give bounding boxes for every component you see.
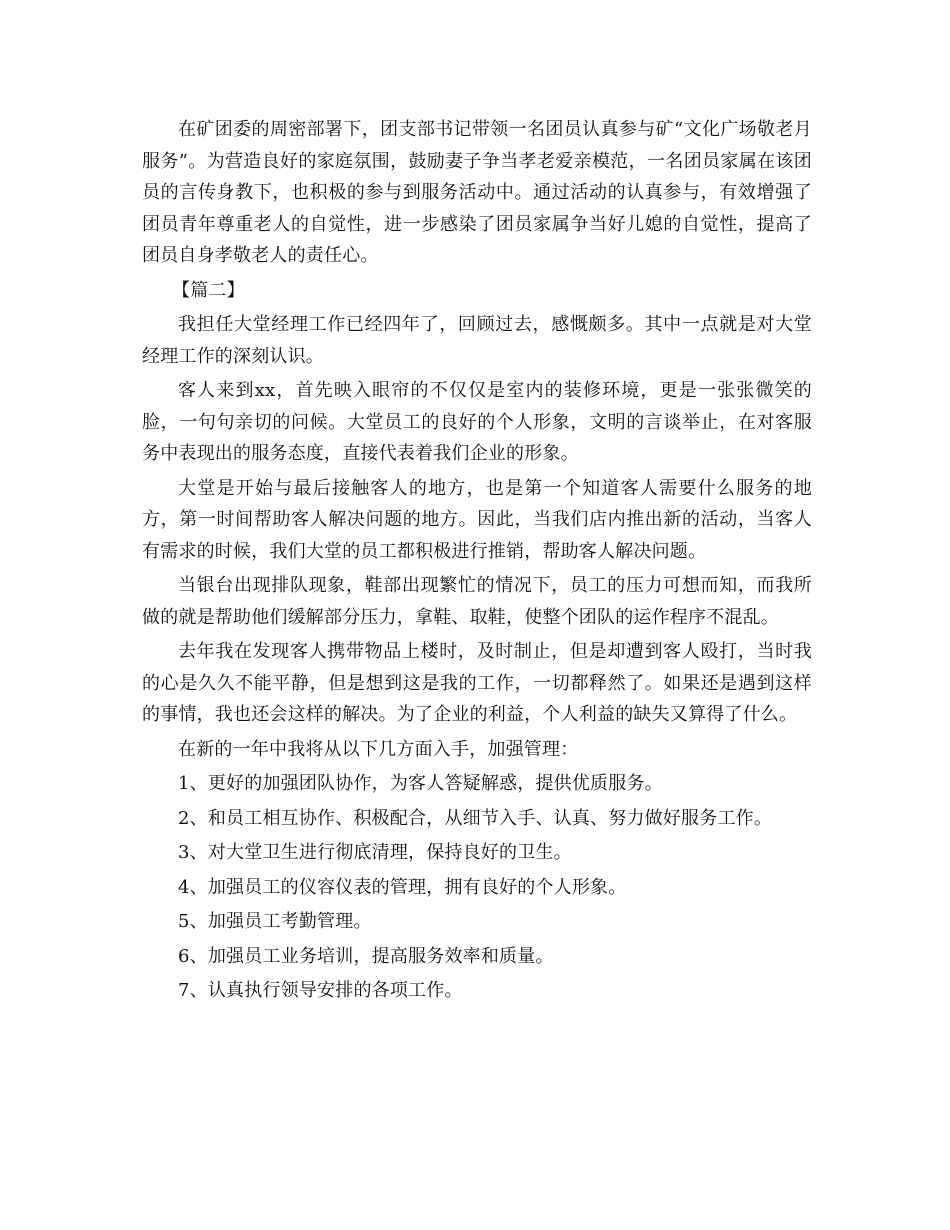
paragraph: 我担任大堂经理工作已经四年了，回顾过去，感慨颇多。其中一点就是对大堂经理工作的深刻认识。 (142, 314, 812, 367)
list-item: 4、加强员工的仪容仪表的管理，拥有良好的个人形象。 (178, 876, 627, 898)
paragraph: 大堂是开始与最后接触客人的地方，也是第一个知道客人需要什么服务的地方，第一时间帮助客人解决问题的地方。因此，当我们店内推出新的活动，当客人有需求的时候，我们大堂的员工都积极进行推销，帮助客人解决问题。 (142, 477, 812, 562)
paragraph: 在新的一年中我将从以下几方面入手，加强管理： (178, 738, 579, 760)
list-item: 1、更好的加强团队协作，为客人答疑解惑，提供优质服务。 (178, 773, 663, 794)
list-item: 3、对大堂卫生进行彻底清理，保持良好的卫生。 (178, 842, 572, 863)
list-item: 6、加强员工业务培训，提高服务效率和质量。 (178, 945, 554, 967)
paragraph: 在矿团委的周密部署下，团支部书记带领一名团员认真参与矿“文化广场敬老月服务”。为营造良好的家庭氛围，鼓励妻子争当孝老爱亲模范，一名团员家属在该团员的言传身教下，也积极的参与到服务活动中。通过活动的认真参与，有效增强了团员青年尊重老人的自觉性，进一步感染了团员家属争当好儿媳的自觉性，提高了团员自身孝敬老人的责任心。 (142, 119, 812, 266)
paragraph: 客人来到xx，首先映入眼帘的不仅仅是室内的装修环境，更是一张张微笑的脸，一句句亲切的问候。大堂员工的良好的个人形象，文明的言谈举止，在对客服务中表现出的服务态度，直接代表着我们企业的形象。 (142, 380, 812, 464)
section-heading: 【篇二】 (172, 279, 245, 301)
list-item: 2、和员工相互协作、积极配合，从细节入手、认真、努力做好服务工作。 (178, 807, 773, 829)
document-page (142, 114, 812, 1010)
paragraph: 去年我在发现客人携带物品上楼时，及时制止，但是却遭到客人殴打，当时我的心是久久不能平静，但是想到这是我的工作，一切都释然了。如果还是遇到这样的事情，我也还会这样的解决。为了企业的利益，个人利益的缺失又算得了什么。 (142, 641, 812, 725)
list-item: 5、加强员工考勤管理。 (178, 911, 372, 932)
list-item: 7、认真执行领导安排的各项工作。 (178, 980, 463, 1001)
paragraph: 当银台出现排队现象，鞋部出现繁忙的情况下，员工的压力可想而知，而我所做的就是帮助他们缓解部分压力，拿鞋、取鞋，使整个团队的运作程序不混乱。 (142, 575, 812, 628)
